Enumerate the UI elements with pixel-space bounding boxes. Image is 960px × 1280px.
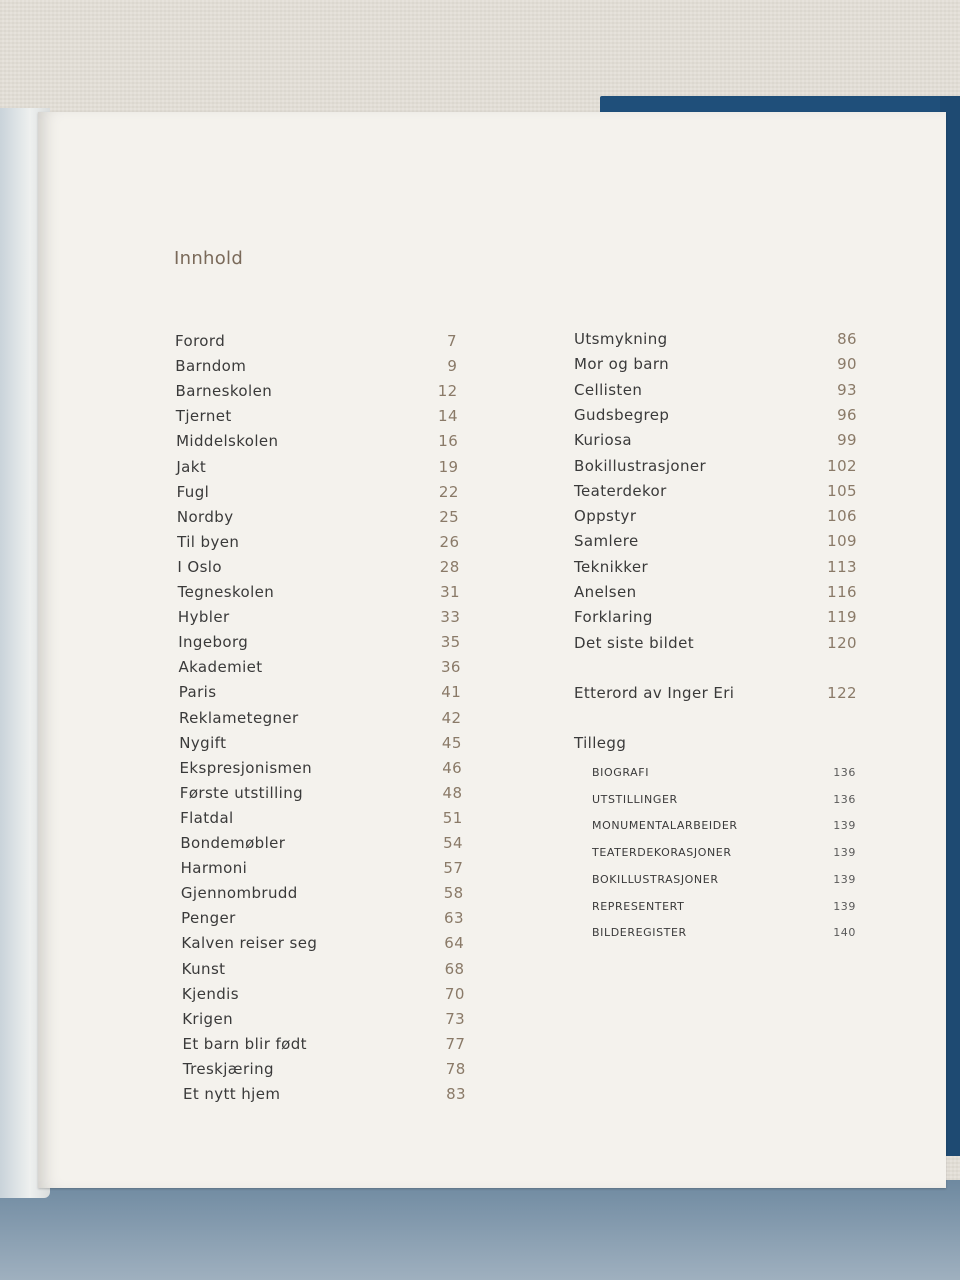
- toc-entry-page: 35: [440, 633, 461, 652]
- toc-entry-page: 116: [827, 583, 857, 601]
- toc-entry-label: Reklametegner: [179, 708, 299, 727]
- toc-entry-label: TEATERDEKORASJONER: [592, 846, 732, 860]
- toc-entry-page: 14: [438, 407, 458, 426]
- toc-entry-label: Teaterdekor: [574, 481, 667, 500]
- toc-entry-page: 28: [439, 557, 460, 576]
- toc-entry: [574, 406, 857, 424]
- toc-entry: [180, 834, 463, 852]
- toc-appendix-entry: [592, 819, 856, 832]
- toc-entry: [177, 558, 459, 576]
- toc-entry-label: Forord: [175, 332, 226, 350]
- toc-entry: [182, 1010, 465, 1028]
- toc-entry: [574, 330, 857, 348]
- toc-entry-label: Første utstilling: [179, 783, 304, 802]
- toc-entry-page: 96: [837, 405, 857, 424]
- toc-entry-page: 86: [837, 330, 857, 348]
- toc-entry-page: 99: [837, 431, 857, 450]
- toc-entry-page: 139: [833, 819, 856, 833]
- toc-entry-page: 58: [443, 884, 464, 903]
- toc-entry-label: Akademiet: [178, 658, 263, 677]
- toc-entry: [574, 507, 857, 525]
- toc-entry-label: Bokillustrasjoner: [574, 456, 707, 475]
- toc-entry: [574, 355, 857, 373]
- toc-entry-label: Mor og barn: [574, 355, 670, 374]
- toc-entry-label: Harmoni: [180, 859, 248, 878]
- toc-entry-label: Cellisten: [574, 380, 643, 399]
- toc-entry: [180, 809, 463, 827]
- toc-entry-label: Flatdal: [180, 808, 234, 827]
- toc-appendix-entry: [592, 793, 856, 806]
- toc-entry-label: Penger: [181, 909, 236, 928]
- toc-entry-label: Krigen: [182, 1009, 234, 1028]
- toc-entry: [181, 884, 464, 902]
- toc-entry-label: Kunst: [181, 959, 226, 978]
- toc-appendix-label: Tillegg: [574, 734, 627, 752]
- toc-entry-label: Fugl: [176, 482, 210, 501]
- toc-entry: [181, 859, 464, 877]
- toc-entry: [178, 633, 460, 651]
- toc-entry-label: Samlere: [574, 532, 639, 551]
- toc-entry-page: 102: [827, 456, 857, 475]
- toc-entry-label: Utsmykning: [574, 330, 668, 348]
- toc-entry-page: 12: [437, 382, 458, 401]
- toc-entry-page: 140: [833, 926, 856, 940]
- toc-entry: [176, 407, 458, 425]
- toc-entry: [574, 431, 857, 449]
- toc-entry-label: Paris: [178, 683, 217, 702]
- toc-entry-label: BOKILLUSTRASJONER: [592, 872, 719, 886]
- toc-entry: [181, 909, 464, 927]
- toc-entry-page: 139: [833, 872, 856, 886]
- toc-entry: [183, 1060, 466, 1078]
- toc-entry-label: REPRESENTERT: [592, 899, 685, 913]
- toc-entry-page: 31: [440, 583, 460, 601]
- toc-entry-page: 45: [441, 733, 462, 752]
- toc-entry-label: Et barn blir født: [182, 1034, 307, 1053]
- toc-entry-label: Et nytt hjem: [183, 1085, 281, 1103]
- toc-entry-label: Tjernet: [175, 407, 232, 426]
- toc-entry-page: 109: [827, 532, 857, 551]
- page-title: Innhold: [174, 248, 244, 269]
- toc-entry-page: 119: [827, 608, 857, 627]
- toc-entry: [574, 583, 857, 601]
- toc-entry-page: 42: [441, 708, 462, 727]
- book-cover-bottom-edge: [0, 1180, 960, 1280]
- toc-entry: [574, 634, 857, 652]
- toc-entry-label: Bondemøbler: [180, 834, 286, 852]
- toc-entry: [182, 985, 465, 1003]
- toc-entry: [179, 683, 461, 701]
- toc-entry-page: 16: [438, 432, 459, 451]
- toc-entry-label: Tegneskolen: [177, 583, 275, 601]
- toc-entry-page: 83: [446, 1085, 466, 1103]
- toc-entry-label: Middelskolen: [176, 432, 279, 451]
- toc-entry-page: 120: [827, 633, 857, 652]
- toc-entry-page: 77: [445, 1034, 466, 1053]
- toc-entry-label: BILDEREGISTER: [592, 926, 687, 940]
- toc-entry-page: 48: [442, 783, 463, 802]
- toc-entry-label: BIOGRAFI: [592, 766, 650, 779]
- toc-entry-label: Til byen: [177, 532, 240, 551]
- toc-entry-label: I Oslo: [177, 557, 222, 576]
- toc-entry-page: 9: [447, 357, 458, 376]
- toc-entry-label: Nygift: [179, 733, 227, 752]
- toc-entry-label: Nordby: [176, 507, 234, 526]
- toc-entry-label: Ekspresjonismen: [179, 758, 313, 777]
- toc-entry-label: Kuriosa: [574, 431, 632, 450]
- toc-entry-page: 73: [445, 1009, 466, 1028]
- toc-entry-page: 93: [837, 380, 857, 399]
- toc-entry: [178, 608, 460, 626]
- toc-entry: [574, 532, 857, 550]
- toc-entry: [177, 533, 459, 551]
- toc-entry: [180, 759, 463, 777]
- toc-entry-page: 68: [444, 959, 465, 978]
- toc-entry-page: 105: [827, 481, 857, 500]
- toc-entry: [179, 734, 462, 752]
- toc-entry-label: Forklaring: [574, 608, 653, 627]
- toc-entry-label: Anelsen: [574, 583, 637, 601]
- toc-entry-label: Barndom: [175, 357, 247, 376]
- toc-entry-label: Gudsbegrep: [574, 405, 670, 424]
- toc-entry: [182, 1035, 465, 1053]
- toc-entry: [574, 482, 857, 500]
- toc-entry: [175, 332, 457, 350]
- toc-entry: [574, 381, 857, 399]
- toc-entry-page: 136: [833, 766, 856, 779]
- toc-entry-page: 63: [444, 909, 464, 928]
- toc-entry-label: Treskjæring: [182, 1059, 274, 1078]
- toc-appendix-entry: [592, 926, 856, 939]
- toc-entry: [176, 432, 458, 450]
- toc-entry-page: 36: [440, 658, 461, 677]
- toc-entry-label: Det siste bildet: [574, 633, 694, 652]
- toc-appendix-entry: [592, 873, 856, 886]
- toc-entry-page: 41: [441, 683, 462, 702]
- toc-entry-page: 57: [443, 859, 464, 878]
- toc-entry-page: 70: [444, 984, 465, 1003]
- toc-entry-page: 113: [827, 557, 857, 576]
- toc-entry-page: 90: [837, 355, 857, 374]
- toc-appendix-heading: [574, 734, 857, 752]
- toc-entry-label: Kalven reiser seg: [181, 934, 318, 953]
- toc-entry: [175, 357, 457, 375]
- toc-entry-page: 46: [442, 758, 463, 777]
- toc-appendix-entry: [592, 846, 856, 859]
- toc-entry-label: UTSTILLINGER: [592, 792, 678, 806]
- toc-appendix-entry: [592, 900, 856, 913]
- toc-entry-page: 26: [439, 532, 460, 551]
- toc-entry: [574, 608, 857, 626]
- toc-entry-label: MONUMENTALARBEIDER: [592, 819, 738, 833]
- toc-entry: [177, 483, 459, 501]
- toc-entry: [177, 508, 459, 526]
- toc-entry: [176, 458, 458, 476]
- toc-entry-label: Ingeborg: [178, 633, 249, 652]
- toc-entry-label: Jakt: [176, 457, 207, 476]
- toc-entry: [182, 960, 465, 978]
- toc-entry-page: 22: [438, 482, 459, 501]
- toc-entry-label: Gjennombrudd: [180, 884, 298, 903]
- toc-entry-label: Hybler: [177, 608, 230, 627]
- toc-entry-page: 106: [827, 507, 857, 526]
- toc-entry-page: 25: [439, 507, 460, 526]
- toc-entry-label: Etterord av Inger Eri: [574, 684, 735, 702]
- toc-entry-page: 54: [443, 834, 463, 852]
- toc-entry-label: Kjendis: [181, 984, 239, 1003]
- toc-entry-page: 51: [442, 808, 463, 827]
- toc-entry: [179, 709, 462, 727]
- toc-entry: [181, 934, 464, 952]
- toc-entry: [178, 658, 460, 676]
- toc-entry: [574, 558, 857, 576]
- toc-entry-page: 78: [445, 1059, 466, 1078]
- toc-entry-page: 33: [440, 608, 461, 627]
- toc-entry-afterword: [574, 684, 857, 702]
- toc-entry-page: 19: [438, 457, 459, 476]
- toc-entry-page: 139: [833, 846, 856, 860]
- toc-entry: [574, 457, 857, 475]
- toc-entry-label: Teknikker: [574, 557, 649, 576]
- toc-entry: [180, 784, 463, 802]
- toc-entry-label: Oppstyr: [574, 507, 637, 526]
- toc-entry: [183, 1085, 466, 1103]
- toc-entry-page: 139: [833, 899, 856, 913]
- contents-page: [38, 112, 946, 1188]
- toc-entry-page: 64: [444, 934, 465, 953]
- toc-appendix-entry: [592, 766, 856, 779]
- toc-entry-page: 136: [833, 792, 856, 806]
- toc-entry-page: 122: [827, 684, 857, 702]
- toc-entry-page: 7: [447, 332, 457, 350]
- toc-entry: [178, 583, 460, 601]
- toc-entry-label: Barneskolen: [175, 382, 273, 401]
- toc-entry: [176, 382, 458, 400]
